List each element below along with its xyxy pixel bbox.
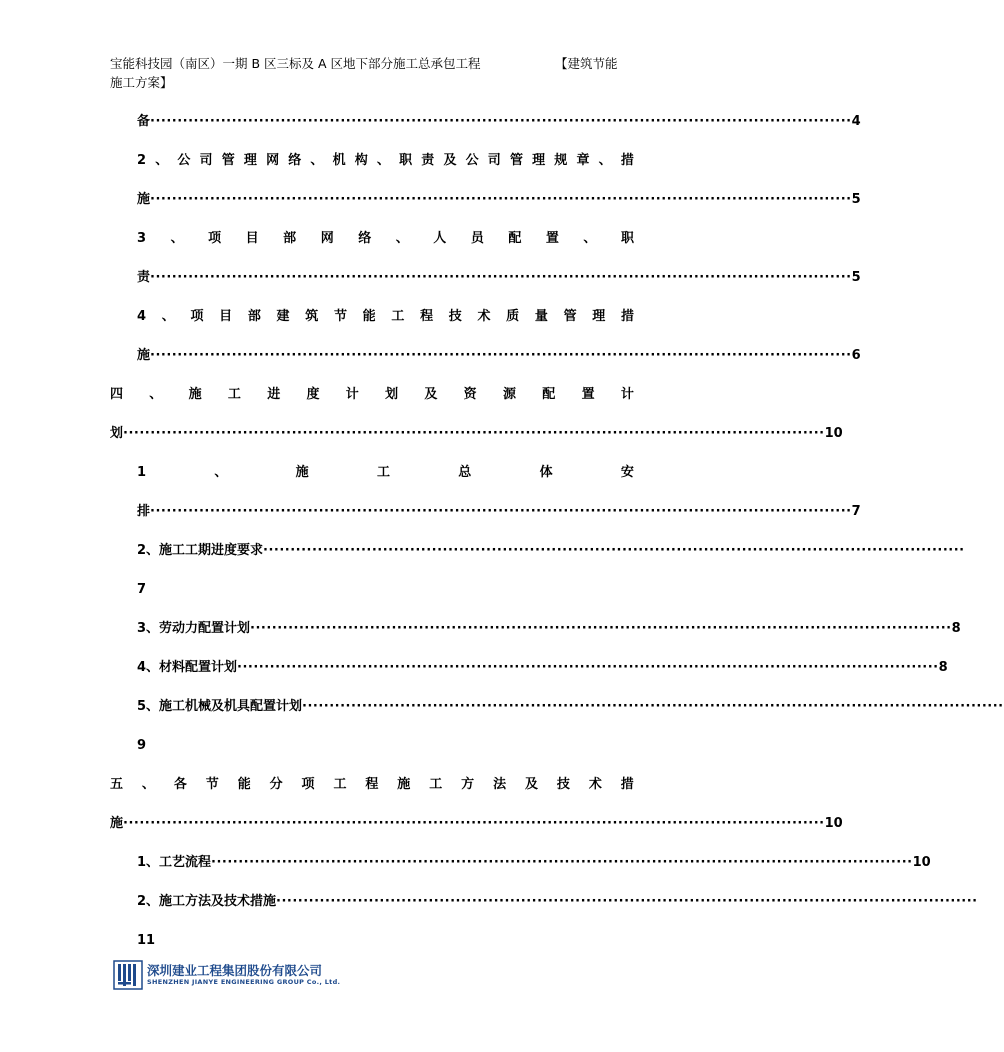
toc-page-number: 5 [851, 192, 861, 207]
toc-char: 体 [539, 465, 553, 480]
toc-char: 司 [199, 153, 213, 168]
company-name-english: SHENZHEN JIANYE ENGINEERING GROUP Co., Ltd. [147, 978, 341, 986]
toc-char: 计 [620, 387, 634, 402]
toc-char: 4 [137, 309, 147, 324]
toc-char: 安 [620, 465, 634, 480]
toc-char: 3 [137, 231, 147, 246]
toc-char: 工 [333, 777, 347, 792]
toc-entry-project-department[interactable] [137, 228, 634, 250]
toc-leader-dots: ································································································································· [123, 426, 825, 441]
toc-leader-dots: ································································································································· [302, 699, 1004, 714]
toc-char: 程 [365, 777, 379, 792]
toc-page-number: 10 [824, 816, 843, 831]
toc-entry-text: 4、材料配置计划 [137, 660, 238, 675]
toc-char: 方 [461, 777, 475, 792]
toc-entry-text: 备 [137, 114, 151, 129]
toc-char: 及 [443, 153, 457, 168]
toc-entry-continuation[interactable] [137, 267, 861, 289]
toc-char: 职 [620, 231, 634, 246]
toc-page-number-wrapped[interactable] [137, 930, 155, 952]
toc-char: 资 [463, 387, 477, 402]
toc-entry-quality-management[interactable] [137, 306, 634, 328]
company-footer [113, 960, 353, 992]
toc-char: 络 [358, 231, 372, 246]
toc-page-number-wrapped[interactable] [137, 579, 146, 601]
toc-char: 理 [592, 309, 606, 324]
toc-char: 管 [221, 153, 235, 168]
toc-char: 、 [214, 465, 228, 480]
toc-char: 划 [385, 387, 399, 402]
toc-page-number: 7 [137, 582, 147, 597]
toc-char: 技 [448, 309, 462, 324]
toc-char: 质 [506, 309, 520, 324]
toc-char: 配 [542, 387, 556, 402]
toc-char: 、 [598, 153, 612, 168]
toc-entry-text: 5、施工机械及机具配置计划 [137, 699, 303, 714]
toc-char: 施 [295, 465, 309, 480]
toc-entry-text: 责 [137, 270, 151, 285]
toc-section-schedule[interactable] [110, 384, 634, 406]
toc-char: 项 [208, 231, 222, 246]
toc-page-number: 8 [938, 660, 948, 675]
toc-page-number: 9 [137, 738, 147, 753]
toc-leader-dots: ································································································································· [250, 621, 952, 636]
toc-char: 部 [247, 309, 261, 324]
toc-entry-text: 3、劳动力配置计划 [137, 621, 251, 636]
toc-char: 规 [554, 153, 568, 168]
toc-entry-text: 2、施工方法及技术措施 [137, 894, 277, 909]
toc-char: 人 [433, 231, 447, 246]
toc-leader-dots: ································································································································· [150, 270, 852, 285]
toc-char: 工 [391, 309, 405, 324]
toc-char: 术 [588, 777, 602, 792]
toc-char: 工 [227, 387, 241, 402]
toc-page-number: 7 [851, 504, 861, 519]
toc-char: 管 [563, 309, 577, 324]
toc-section-continuation[interactable] [110, 813, 843, 835]
toc-page-number: 10 [912, 855, 931, 870]
toc-char: 能 [362, 309, 376, 324]
company-logo-icon [113, 960, 143, 990]
toc-leader-dots: ································································································································· [263, 543, 965, 558]
toc-char: 能 [237, 777, 251, 792]
toc-char: 四 [110, 387, 124, 402]
toc-char: 目 [219, 309, 233, 324]
toc-entry-machinery-plan[interactable] [137, 696, 1004, 718]
toc-leader-dots: ································································································································· [150, 192, 852, 207]
toc-char: 术 [477, 309, 491, 324]
header-document-tag-continued: 施工方案】 [110, 75, 173, 90]
toc-char: 及 [524, 777, 538, 792]
toc-leader-dots: ································································································································· [211, 855, 913, 870]
toc-char: 管 [509, 153, 523, 168]
toc-char: 各 [173, 777, 187, 792]
toc-char: 、 [170, 231, 184, 246]
toc-char: 网 [320, 231, 334, 246]
toc-char: 建 [276, 309, 290, 324]
toc-entry-labor-plan[interactable] [137, 618, 961, 640]
toc-char: 置 [545, 231, 559, 246]
toc-char: 进 [267, 387, 281, 402]
toc-page-number: 11 [137, 933, 156, 948]
toc-leader-dots: ································································································································· [150, 114, 852, 129]
toc-char: 施 [188, 387, 202, 402]
toc-char: 置 [581, 387, 595, 402]
toc-char: 程 [420, 309, 434, 324]
company-name-chinese: 深圳建业工程集团股份有限公司 [147, 963, 323, 978]
toc-char: 、 [149, 387, 163, 402]
toc-char: 量 [534, 309, 548, 324]
toc-entry-process-flow[interactable] [137, 852, 931, 874]
toc-entry-continuation[interactable] [137, 345, 861, 367]
toc-char: 、 [141, 777, 155, 792]
toc-char: 1 [137, 465, 147, 480]
toc-char: 部 [283, 231, 297, 246]
toc-char: 、 [155, 153, 169, 168]
toc-section-construction-methods[interactable] [110, 774, 634, 796]
toc-char: 分 [269, 777, 283, 792]
toc-entry-management-network[interactable] [137, 150, 634, 172]
toc-page-number: 4 [851, 114, 861, 129]
toc-entry-text: 划 [110, 426, 124, 441]
toc-char: 司 [487, 153, 501, 168]
toc-page-number: 10 [824, 426, 843, 441]
toc-page-number: 5 [851, 270, 861, 285]
toc-char: 措 [620, 153, 634, 168]
toc-char: 节 [205, 777, 219, 792]
toc-entry-continuation[interactable] [137, 111, 861, 133]
toc-char: 网 [266, 153, 280, 168]
header-project-title: 宝能科技园（南区）一期 B 区三标及 A 区地下部分施工总承包工程 [110, 56, 481, 71]
toc-char: 工 [429, 777, 443, 792]
toc-entry-text: 施 [110, 816, 124, 831]
toc-leader-dots: ································································································································· [276, 894, 978, 909]
toc-entry-text: 1、工艺流程 [137, 855, 212, 870]
toc-char: 五 [110, 777, 124, 792]
toc-entry-text: 2、施工工期进度要求 [137, 543, 264, 558]
toc-char: 、 [583, 231, 597, 246]
toc-char: 筑 [305, 309, 319, 324]
toc-char: 度 [306, 387, 320, 402]
toc-char: 职 [399, 153, 413, 168]
toc-char: 理 [243, 153, 257, 168]
toc-char: 技 [556, 777, 570, 792]
toc-char: 计 [345, 387, 359, 402]
toc-char: 、 [395, 231, 409, 246]
toc-entry-continuation[interactable] [137, 501, 861, 523]
toc-char: 项 [190, 309, 204, 324]
toc-char: 公 [177, 153, 191, 168]
toc-char: 措 [620, 777, 634, 792]
toc-char: 配 [508, 231, 522, 246]
toc-leader-dots: ································································································································· [237, 660, 939, 675]
toc-entry-schedule-requirements[interactable] [137, 540, 965, 562]
toc-leader-dots: ································································································································· [150, 348, 852, 363]
toc-char: 源 [502, 387, 516, 402]
toc-char: 目 [245, 231, 259, 246]
toc-char: 章 [576, 153, 590, 168]
toc-char: 工 [376, 465, 390, 480]
toc-char: 责 [421, 153, 435, 168]
toc-leader-dots: ································································································································· [123, 816, 825, 831]
toc-page-number: 8 [951, 621, 961, 636]
toc-char: 措 [620, 309, 634, 324]
toc-entry-overall-arrangement[interactable] [137, 462, 634, 484]
toc-section-continuation[interactable] [110, 423, 843, 445]
toc-char: 、 [310, 153, 324, 168]
toc-char: 法 [493, 777, 507, 792]
toc-char: 、 [376, 153, 390, 168]
toc-entry-material-plan[interactable] [137, 657, 948, 679]
toc-char: 、 [161, 309, 175, 324]
toc-entry-continuation[interactable] [137, 189, 861, 211]
toc-char: 施 [397, 777, 411, 792]
toc-page-number-wrapped[interactable] [137, 735, 146, 757]
toc-page-number: 6 [851, 348, 861, 363]
toc-entry-text: 施 [137, 348, 151, 363]
toc-leader-dots: ································································································································· [150, 504, 852, 519]
toc-char: 理 [532, 153, 546, 168]
toc-char: 络 [288, 153, 302, 168]
toc-char: 公 [465, 153, 479, 168]
toc-char: 构 [354, 153, 368, 168]
toc-entry-text: 排 [137, 504, 151, 519]
toc-char: 及 [424, 387, 438, 402]
toc-char: 员 [470, 231, 484, 246]
toc-char: 2 [137, 153, 147, 168]
toc-char: 节 [333, 309, 347, 324]
toc-char: 项 [301, 777, 315, 792]
toc-char: 机 [332, 153, 346, 168]
toc-entry-methods-and-measures[interactable] [137, 891, 978, 913]
toc-char: 总 [458, 465, 472, 480]
toc-entry-text: 施 [137, 192, 151, 207]
header-document-tag: 【建筑节能 [555, 56, 618, 71]
